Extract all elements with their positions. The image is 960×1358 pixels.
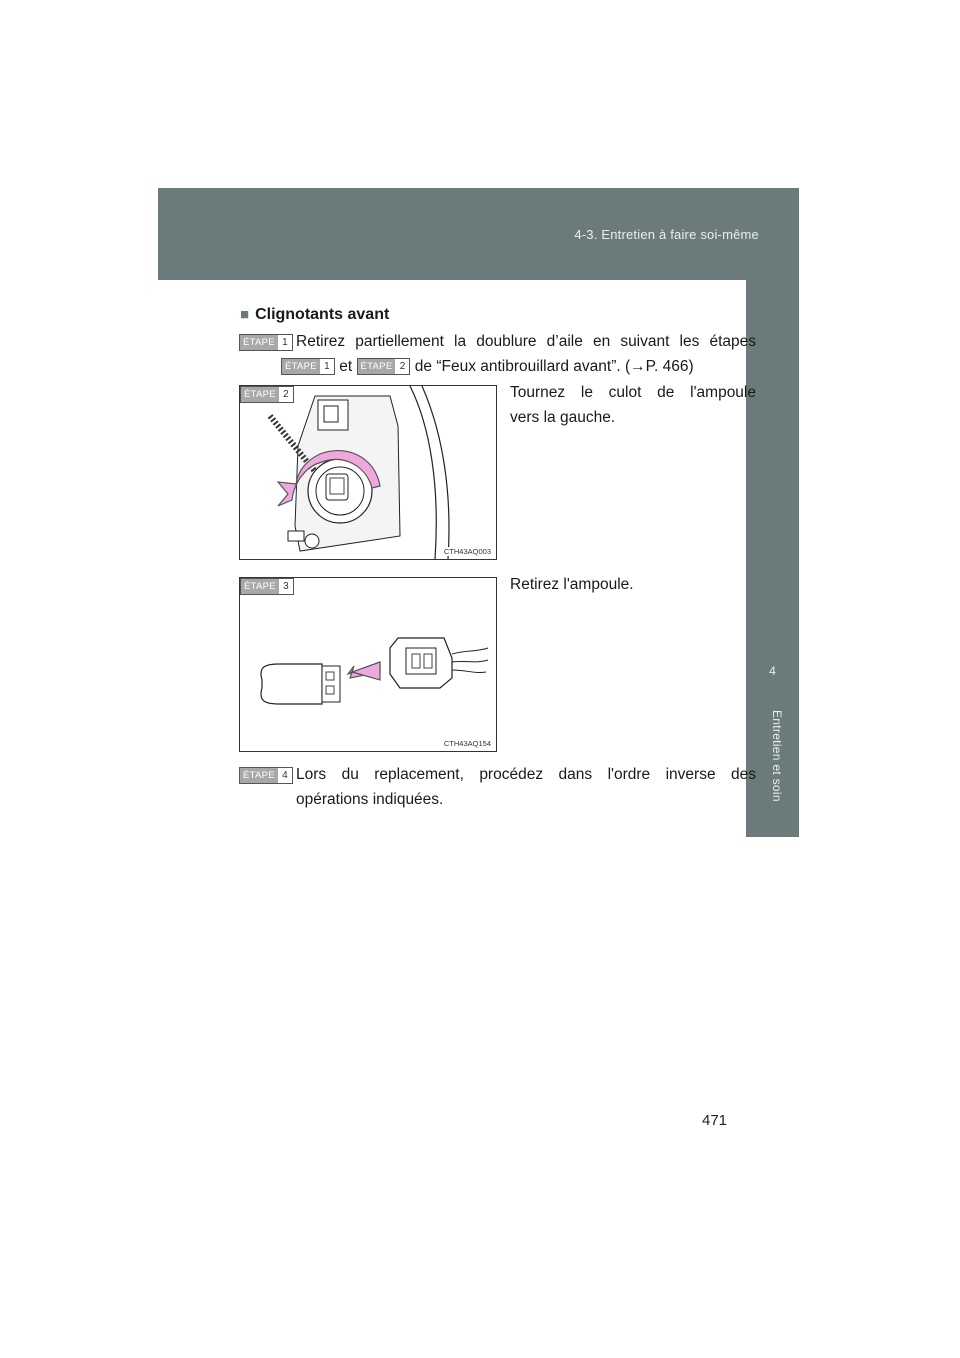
step-3-text: Retirez l'ampoule.: [510, 576, 634, 593]
step-1-text-line2: [281, 354, 761, 379]
chapter-number: 4: [769, 664, 776, 678]
section-heading: [240, 306, 389, 324]
step-ref-badge-1: [281, 358, 335, 375]
step-1-connector: et: [339, 358, 353, 375]
step-2-text-line1: Tournez le culot de l'ampoule: [510, 384, 756, 401]
bulb-removal-illustration: [240, 578, 496, 751]
step-2-badge: [240, 386, 294, 403]
step-1-reference: de “Feux antibrouillard avant”. (→P. 466): [414, 358, 694, 375]
step-badge-label: ÉTAPE: [241, 579, 279, 594]
step-badge-label: ÉTAPE: [241, 387, 279, 402]
step-1-badge: [239, 334, 293, 351]
step-badge-number: 2: [399, 361, 406, 373]
step-4-text-line1: Lors du replacement, procédez dans l'ordre inverse des: [296, 766, 756, 783]
figure-code: CTH43AQ003: [443, 547, 491, 556]
section-title: Clignotants avant: [255, 306, 390, 323]
step-badge-label: ÉTAPE: [240, 335, 278, 350]
section-breadcrumb: 4-3. Entretien à faire soi-même: [574, 227, 759, 242]
header-band: [158, 188, 799, 280]
figure-step-3: [239, 577, 497, 752]
step-3-badge: [240, 578, 294, 595]
figure-step-2: [239, 385, 497, 560]
step-ref-badge-2: [357, 358, 411, 375]
step-1-text-line1: Retirez partiellement la doublure d’aile en suivant les étapes: [296, 333, 756, 350]
step-badge-label: ÉTAPE: [240, 768, 278, 783]
step-badge-number: 3: [283, 581, 289, 592]
step-badge-number: 2: [283, 389, 289, 400]
step-badge-number: 1: [282, 337, 288, 348]
step-badge-number: 1: [324, 361, 330, 373]
step-badge-label: ÉTAPE: [358, 359, 396, 374]
step-badge-number: 4: [282, 770, 288, 781]
step-4-text-line2: opérations indiquées.: [296, 791, 444, 808]
chapter-label: Entretien et soin: [770, 710, 784, 802]
step-2-text-line2: vers la gauche.: [510, 409, 616, 426]
step-badge-label: ÉTAPE: [282, 359, 320, 374]
step-4-badge: [239, 767, 293, 784]
page-number: 471: [702, 1112, 728, 1129]
headlight-socket-illustration: [240, 386, 496, 559]
figure-code: CTH43AQ154: [443, 739, 491, 748]
square-bullet-icon: ■: [240, 306, 250, 323]
